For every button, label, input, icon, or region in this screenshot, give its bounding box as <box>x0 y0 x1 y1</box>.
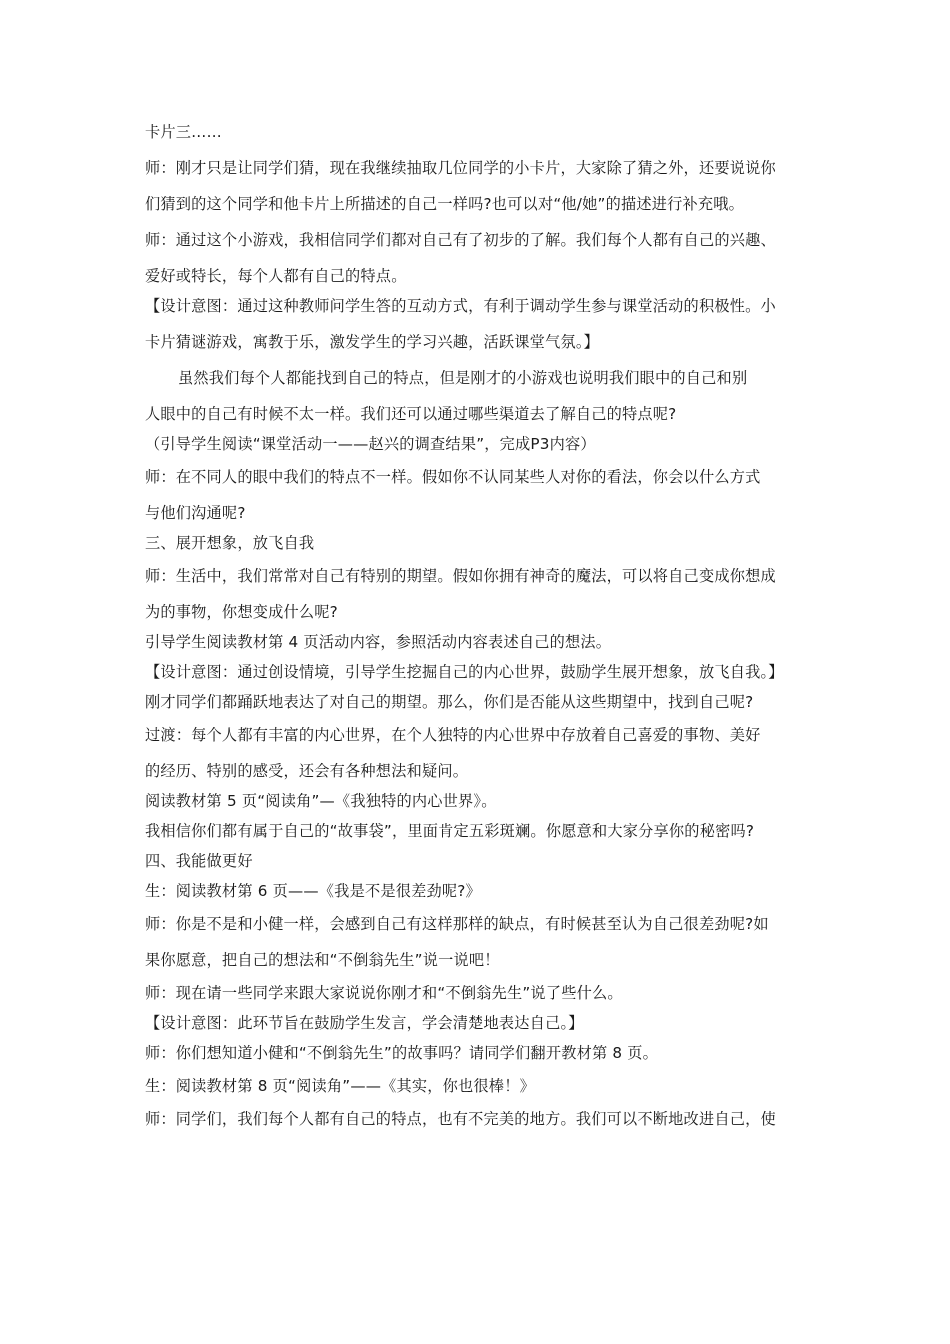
text-line: 引导学生阅读教材第 4 页活动内容，参照活动内容表述自己的想法。 <box>145 633 612 651</box>
text-line: 卡片三…… <box>145 123 222 141</box>
design-intent-note: 【设计意图：此环节旨在鼓励学生发言，学会清楚地表达自己。】 <box>145 1014 584 1032</box>
text-line: 生：阅读教材第 6 页——《我是不是很差劲呢?》 <box>145 882 481 900</box>
text-line: 为的事物，你想变成什么呢? <box>145 603 338 621</box>
text-line: 人眼中的自己有时候不太一样。我们还可以通过哪些渠道去了解自己的特点呢? <box>145 405 677 423</box>
text-line: 师：同学们，我们每个人都有自己的特点，也有不完美的地方。我们可以不断地改进自己，使 <box>145 1110 776 1128</box>
section-heading: 三、展开想象，放飞自我 <box>145 534 315 552</box>
text-line: 我相信你们都有属于自己的“故事袋”，里面肯定五彩斑斓。你愿意和大家分享你的秘密吗? <box>145 822 755 840</box>
text-line: 生：阅读教材第 8 页“阅读角”——《其实，你也很棒！》 <box>145 1077 535 1095</box>
document-body <box>145 122 810 1145</box>
text-line: 师：刚才只是让同学们猜，现在我继续抽取几位同学的小卡片，大家除了猜之外，还要说说你 <box>145 159 776 177</box>
design-intent-note: 卡片猜谜游戏，寓教于乐，激发学生的学习兴趣，活跃课堂气氛。】 <box>145 333 600 351</box>
text-line: 师：现在请一些同学来跟大家说说你刚才和“不倒翁先生”说了些什么。 <box>145 984 623 1002</box>
paragraph-indented: 虽然我们每个人都能找到自己的特点，但是刚才的小游戏也说明我们眼中的自己和别 <box>178 369 748 387</box>
text-line: 爱好或特长，每个人都有自己的特点。 <box>145 267 407 285</box>
text-line: 师：通过这个小游戏，我相信同学们都对自己有了初步的了解。我们每个人都有自己的兴趣、 <box>145 231 776 249</box>
text-line: 刚才同学们都踊跃地表达了对自己的期望。那么，你们是否能从这些期望中，找到自己呢? <box>145 693 754 711</box>
text-line: 师：你是不是和小健一样，会感到自己有这样那样的缺点，有时候甚至认为自己很差劲呢?如 <box>145 915 769 933</box>
text-line: 阅读教材第 5 页“阅读角”—《我独特的内心世界》。 <box>145 792 497 810</box>
text-line: 师：在不同人的眼中我们的特点不一样。假如你不认同某些人对你的看法，你会以什么方式 <box>145 468 761 486</box>
text-line: 师：你们想知道小健和“不倒翁先生”的故事吗？请同学们翻开教材第 8 页。 <box>145 1044 659 1062</box>
text-line: 与他们沟通呢? <box>145 504 246 522</box>
design-intent-note: 【设计意图：通过创设情境，引导学生挖掘自己的内心世界，鼓励学生展开想象，放飞自我。】 <box>145 663 784 681</box>
text-line: 果你愿意，把自己的想法和“不倒翁先生”说一说吧！ <box>145 951 500 969</box>
text-line: 师：生活中，我们常常对自己有特别的期望。假如你拥有神奇的魔法，可以将自己变成你想成 <box>145 567 776 585</box>
text-line: 过渡：每个人都有丰富的内心世界，在个人独特的内心世界中存放着自己喜爱的事物、美好 <box>145 726 761 744</box>
text-line: 的经历、特别的感受，还会有各种想法和疑问。 <box>145 762 469 780</box>
text-line: 们猜到的这个同学和他卡片上所描述的自己一样吗?也可以对“他/她”的描述进行补充哦。 <box>145 195 745 213</box>
text-line: （引导学生阅读“课堂活动一——赵兴的调查结果”，完成P3内容） <box>145 435 596 453</box>
design-intent-note: 【设计意图：通过这种教师问学生答的互动方式，有利于调动学生参与课堂活动的积极性。小 <box>145 297 776 315</box>
section-heading: 四、我能做更好 <box>145 852 253 870</box>
